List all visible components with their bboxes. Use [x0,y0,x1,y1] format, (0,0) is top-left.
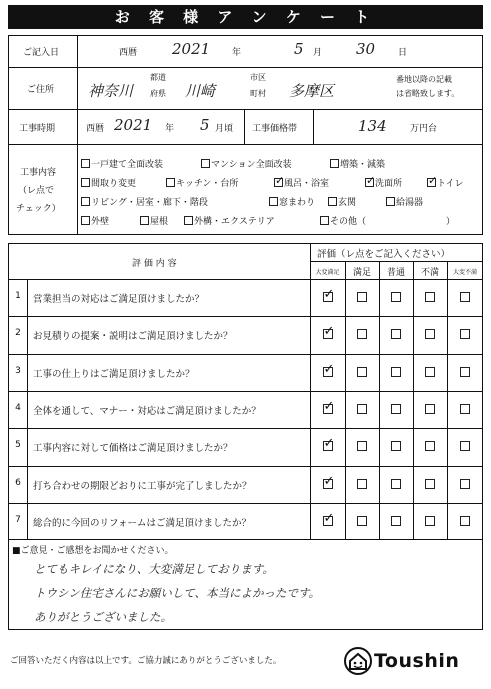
rating-checkbox[interactable] [323,367,333,377]
rating-checkbox[interactable] [460,404,470,414]
work-content-option[interactable] [201,157,292,170]
date-month-value: 5 [294,40,304,58]
question-number: 7 [15,514,21,525]
rating-checkbox[interactable] [357,404,367,414]
comment-line-2: トウシン住宅さんにお願いして、本当によかったです。 [34,586,321,600]
work-period-era: 西暦 [86,124,105,134]
address-city-value: 川崎 [185,82,216,100]
work-content-option-label: 屋根 [150,217,169,227]
row-divider [8,109,483,110]
row-divider [8,144,483,145]
rating-checkbox[interactable] [391,367,401,377]
work-content-option[interactable] [427,176,464,189]
work-content-option[interactable] [274,176,329,189]
rating-checkbox[interactable] [357,292,367,302]
checkbox[interactable] [274,178,283,187]
checkbox[interactable] [201,159,210,168]
checkbox[interactable] [184,216,193,225]
date-year-value: 2021 [172,40,211,58]
rating-checkbox[interactable] [425,367,435,377]
checkbox[interactable] [81,197,90,206]
question-row-divider [8,428,483,429]
question-number: 3 [15,365,21,376]
rating-checkbox[interactable] [460,329,470,339]
rating-col-header: 満足 [352,268,371,278]
question-text: 工事内容に対して価格はご満足頂けましたか？ [33,443,233,455]
eval-header-rating: 評価（レ点をご記入ください） [317,249,451,260]
work-period-label: 工事時期 [19,124,56,134]
work-content-label-3: チェック） [16,204,61,214]
checkbox[interactable] [427,178,436,187]
price-label: 工事価格帯 [252,124,298,134]
question-number: 2 [15,328,21,339]
rating-checkbox[interactable] [391,441,401,451]
rating-checkbox[interactable] [460,479,470,489]
rating-checkbox[interactable] [391,404,401,414]
question-number: 4 [15,402,21,413]
rating-checkbox[interactable] [425,479,435,489]
question-text: 打ち合わせの期限どおりに工事が完了しましたか？ [33,480,252,492]
question-text: 工事の仕上りはご満足頂けましたか？ [33,368,195,380]
rating-checkbox[interactable] [323,441,333,451]
checkbox[interactable] [166,178,175,187]
question-row-divider [8,354,483,355]
row-divider [8,67,483,68]
work-content-option-label: リビング・居室・廊下・階段 [91,198,208,208]
work-content-option-label: 玄関 [338,198,357,208]
work-content-option[interactable] [140,214,168,227]
rating-checkbox[interactable] [323,516,333,526]
date-month-unit: 月 [313,48,323,58]
rating-checkbox[interactable] [460,292,470,302]
question-text: 全体を通して、マナー・対応はご満足頂けましたか？ [33,405,261,417]
date-era: 西暦 [119,48,138,58]
rating-checkbox[interactable] [460,516,470,526]
question-number: 6 [15,477,21,488]
rating-col-divider [413,261,414,540]
work-content-option[interactable] [166,176,238,189]
work-content-option-label: キッチン・台所 [176,179,239,189]
work-content-option-label: 一戸建て全面改装 [91,160,164,170]
rating-checkbox[interactable] [425,292,435,302]
address-note-line1: 番地以降の記載 [396,75,452,84]
rating-checkbox[interactable] [357,479,367,489]
eval-header-content: 評 価 内 容 [132,259,177,269]
work-content-option-label: その他（ [330,217,367,227]
price-divider [313,109,314,144]
rating-checkbox[interactable] [357,441,367,451]
work-content-option-label: 増築・減築 [340,160,386,170]
other-close-paren: ） [446,217,456,227]
eval-header-divider [8,279,483,280]
checkbox[interactable] [320,216,329,225]
work-content-option-label: 間取り変更 [91,179,137,189]
eval-num-divider [27,279,28,540]
question-row-divider [8,503,483,504]
rating-checkbox[interactable] [425,404,435,414]
price-value: 134 [358,117,387,135]
comments-box [8,540,483,630]
checkbox[interactable] [140,216,149,225]
eval-rating-header-divider [310,261,483,262]
rating-checkbox[interactable] [357,329,367,339]
work-content-option-label: 給湯器 [396,198,424,208]
rating-col-divider [379,261,380,540]
rating-col-divider [447,261,448,540]
price-divider [244,109,245,144]
work-content-option-label: 洗面所 [375,179,403,189]
rating-col-header: 大変不満 [452,269,477,276]
work-content-option[interactable] [81,195,208,208]
work-content-option-label: トイレ [437,179,464,189]
work-content-option[interactable] [269,195,315,208]
work-content-option-label: マンション全面改装 [211,160,292,170]
checkbox[interactable] [81,159,90,168]
rating-col-header: 大変満足 [315,269,340,276]
work-period-year-unit: 年 [165,124,175,134]
work-content-option-label: 外構・エクステリア [194,217,275,227]
rating-checkbox[interactable] [460,441,470,451]
rating-checkbox[interactable] [391,292,401,302]
address-prefecture-value: 神奈川 [88,82,134,100]
checkbox[interactable] [330,159,339,168]
question-row-divider [8,466,483,467]
rating-checkbox[interactable] [357,367,367,377]
address-city-unit-bottom: 町村 [250,89,266,98]
checkbox[interactable] [81,216,90,225]
date-year-unit: 年 [232,48,242,58]
question-text: お見積りの提案・説明はご満足頂けましたか？ [33,331,233,343]
checkbox[interactable] [81,178,90,187]
rating-col-divider [345,261,346,540]
checkbox[interactable] [365,178,374,187]
checkbox[interactable] [386,197,395,206]
question-row-divider [8,316,483,317]
work-content-option[interactable] [81,157,163,170]
rating-checkbox[interactable] [425,329,435,339]
rating-checkbox[interactable] [425,441,435,451]
rating-checkbox[interactable] [357,516,367,526]
comment-line-3: ありがとうございました。 [34,610,172,624]
survey-title: お 客 様 ア ン ケ ー ト [8,5,483,29]
address-pref-unit-bottom: 府県 [150,89,166,98]
work-content-label-2: （レ点で [18,186,55,196]
comments-label: ■ご意見・ご感想をお聞かせください。 [12,546,174,556]
footer-note: ご回答いただく内容は以上です。ご協力誠にありがとうございました。 [10,656,282,666]
price-unit: 万円台 [410,124,438,134]
checkbox[interactable] [269,197,278,206]
rating-checkbox[interactable] [391,329,401,339]
rating-col-header: 普通 [386,268,405,278]
date-label: ご記入日 [23,48,60,58]
checkbox[interactable] [328,197,337,206]
work-period-month-unit: 月頃 [215,124,234,134]
work-content-option-label: 外壁 [91,217,110,227]
work-content-option[interactable] [320,214,455,227]
rating-checkbox[interactable] [323,479,333,489]
address-city-unit-top: 市区 [250,73,266,82]
question-text: 営業担当の対応はご満足頂けましたか？ [33,294,205,305]
question-number: 5 [15,440,21,451]
rating-checkbox[interactable] [323,404,333,414]
toushin-house-icon [343,646,373,676]
work-content-option-label: 風呂・浴室 [284,179,330,189]
date-day-unit: 日 [398,48,408,58]
comment-line-1: とてもキレイになり、大変満足しております。 [34,562,274,576]
address-note-line2: は省略致します。 [396,89,460,98]
question-text: 総合的に今回のリフォームはご満足頂けましたか？ [33,517,252,529]
question-row-divider [8,391,483,392]
rating-checkbox[interactable] [391,516,401,526]
work-content-label-1: 工事内容 [20,168,57,178]
work-period-month-value: 5 [200,116,210,134]
question-number: 1 [15,291,21,301]
rating-checkbox[interactable] [425,516,435,526]
work-content-option[interactable] [330,157,385,170]
work-content-option[interactable] [328,195,356,208]
rating-checkbox[interactable] [391,479,401,489]
work-period-year-value: 2021 [114,116,153,134]
work-content-option[interactable] [81,214,109,227]
rating-col-header: 不満 [420,268,439,278]
work-content-option[interactable] [365,176,402,189]
rating-checkbox[interactable] [460,367,470,377]
rating-checkbox[interactable] [323,329,333,339]
work-content-option[interactable] [386,195,423,208]
brand-logo-text: Toushin [374,650,460,672]
work-content-option-label: 窓まわり [279,198,316,208]
rating-checkbox[interactable] [323,292,333,302]
work-content-option[interactable] [81,176,136,189]
date-day-value: 30 [356,40,376,58]
work-content-option[interactable] [184,214,275,227]
address-pref-unit-top: 都道 [150,73,166,82]
address-label: ご住所 [27,85,55,95]
address-ward-value: 多摩区 [289,82,335,100]
info-label-divider [77,35,78,235]
